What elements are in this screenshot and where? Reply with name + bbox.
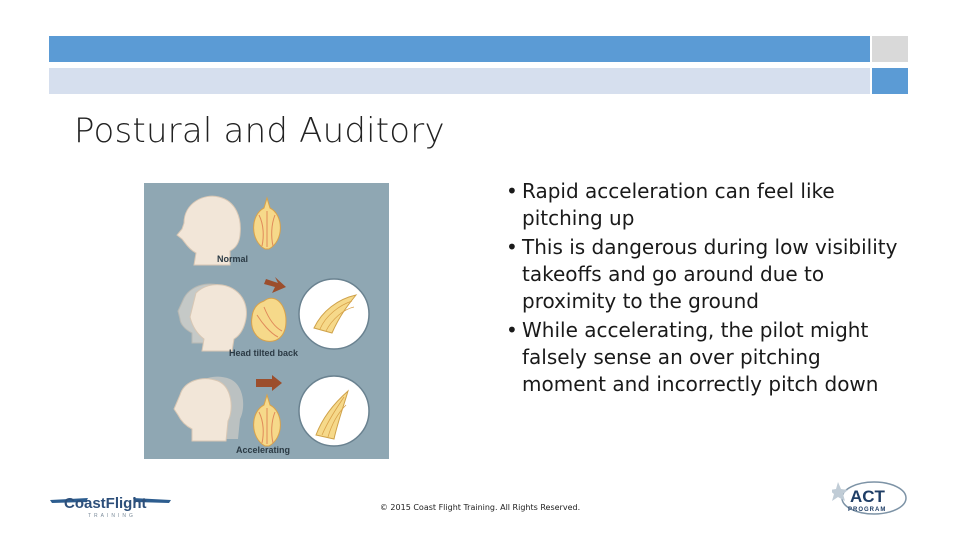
head-accelerating	[174, 377, 243, 441]
act-program-logo	[832, 478, 910, 520]
inner-ear-normal	[254, 198, 281, 249]
arrow-tilted	[264, 277, 286, 293]
inner-ear-tilted	[252, 298, 286, 341]
header-bar-top	[49, 36, 870, 62]
svg-text:PROGRAM: PROGRAM	[848, 507, 887, 513]
header-bar-bottom	[49, 68, 870, 94]
bullet-item: • While accelerating, the pilot might falsely sense an over pitching moment and incorrectly pitch down	[506, 317, 906, 398]
header-bar-top-end	[872, 36, 908, 62]
slide-title: Postural and Auditory	[74, 111, 445, 151]
header-bar-bottom-end	[872, 68, 908, 94]
bullet-item: • Rapid acceleration can feel like pitching up	[506, 178, 906, 232]
bullet-item: • This is dangerous during low visibility takeoffs and go around due to proximity to the ground	[506, 234, 906, 315]
coastflight-logo	[48, 490, 173, 520]
head-tilted	[178, 284, 246, 351]
label-accelerating: Accelerating	[236, 445, 291, 455]
vestibular-illustration	[144, 183, 389, 459]
inner-ear-accelerating	[254, 395, 281, 446]
svg-text:CoastFlight: CoastFlight	[64, 495, 147, 512]
svg-text:TRAINING: TRAINING	[88, 513, 136, 519]
magnified-hair-cells-accelerating	[299, 376, 369, 446]
label-normal: Normal	[217, 254, 249, 264]
copyright-footer: © 2015 Coast Flight Training. All Rights Reserved.	[379, 503, 581, 512]
svg-text:ACT: ACT	[850, 487, 885, 506]
bullet-list	[506, 178, 906, 400]
arrow-accelerating	[256, 375, 282, 391]
label-tilted: Head tilted back	[229, 348, 299, 358]
magnified-hair-cells-tilted	[299, 279, 369, 349]
